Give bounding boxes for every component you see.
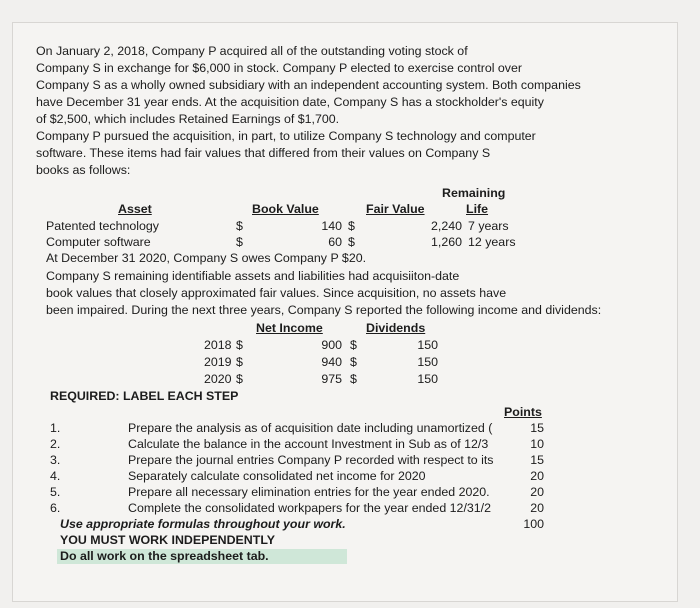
asset-name: Patented technology — [46, 219, 159, 233]
div-sign: $ — [350, 355, 357, 369]
required-heading: REQUIRED: LABEL EACH STEP — [50, 389, 239, 403]
ni-sign: $ — [236, 338, 243, 352]
task-number: 6. — [50, 501, 61, 515]
independent-note: YOU MUST WORK INDEPENDENTLY — [60, 533, 276, 547]
life-header: Life — [466, 202, 489, 216]
ni-sign: $ — [236, 355, 243, 369]
dividends-value: 150 — [417, 372, 438, 386]
book-value: 140 — [321, 219, 342, 233]
task-text: Complete the consolidated workpapers for the year ended 12/31/2 — [128, 501, 492, 515]
fair-value: 1,260 — [430, 235, 462, 249]
ni-sign: $ — [236, 372, 243, 386]
task-points: 20 — [530, 501, 544, 515]
net-income-value: 975 — [321, 372, 342, 386]
net-income-header: Net Income — [256, 321, 323, 335]
total-points: 100 — [523, 517, 544, 531]
task-points: 10 — [530, 437, 544, 451]
fv-sign: $ — [348, 219, 355, 233]
intro-line-2: Company S in exchange for $6,000 in stock. Company P elected to exercise control over — [36, 61, 523, 75]
bv-sign: $ — [236, 235, 243, 249]
intro-line-7: software. These items had fair values that differed from their values on Company S — [36, 146, 491, 160]
remaining-life: 12 years — [468, 235, 516, 249]
income-year: 2020 — [204, 372, 232, 386]
book-value: 60 — [328, 235, 342, 249]
bv-sign: $ — [236, 219, 243, 233]
spreadsheet-note: Do all work on the spreadsheet tab. — [57, 549, 347, 564]
task-text: Prepare the journal entries Company P recorded with respect to its — [128, 453, 494, 467]
intro-line-4: have December 31 year ends. At the acquisition date, Company S has a stockholder's equity — [36, 95, 544, 109]
remaining-life: 7 years — [468, 219, 509, 233]
dividends-value: 150 — [417, 355, 438, 369]
net-income-value: 940 — [321, 355, 342, 369]
intro-line-6: Company P pursued the acquisition, in part, to utilize Company S technology and computer — [36, 129, 536, 143]
asset-name: Computer software — [46, 235, 151, 249]
fv-sign: $ — [348, 235, 355, 249]
task-points: 15 — [530, 453, 544, 467]
task-text: Calculate the balance in the account Investment in Sub as of 12/3 — [128, 437, 489, 451]
middle-line-1: At December 31 2020, Company S owes Company P $20. — [46, 251, 367, 265]
task-points: 15 — [530, 421, 544, 435]
dividends-value: 150 — [417, 338, 438, 352]
intro-line-3: Company S as a wholly owned subsidiary with an independent accounting system. Both companies — [36, 78, 581, 92]
income-year: 2019 — [204, 355, 232, 369]
task-points: 20 — [530, 469, 544, 483]
income-year: 2018 — [204, 338, 232, 352]
div-sign: $ — [350, 372, 357, 386]
fair-value: 2,240 — [430, 219, 462, 233]
task-text: Separately calculate consolidated net income for 2020 — [128, 469, 426, 483]
middle-line-2: Company S remaining identifiable assets and liabilities had acquisiiton-date — [46, 269, 460, 283]
middle-line-3: book values that closely approximated fair values. Since acquisition, no assets have — [46, 286, 507, 300]
intro-line-8: books as follows: — [36, 163, 131, 177]
task-number: 2. — [50, 437, 61, 451]
task-text: Prepare the analysis as of acquisition date including unamortized ( — [128, 421, 493, 435]
task-number: 4. — [50, 469, 61, 483]
net-income-value: 900 — [321, 338, 342, 352]
task-points: 20 — [530, 485, 544, 499]
formulas-note: Use appropriate formulas throughout your work. — [60, 517, 346, 531]
intro-line-1: On January 2, 2018, Company P acquired all of the outstanding voting stock of — [36, 44, 468, 58]
task-text: Prepare all necessary elimination entries for the year ended 2020. — [128, 485, 490, 499]
task-number: 3. — [50, 453, 61, 467]
middle-line-4: been impaired. During the next three years, Company S reported the following income and dividends: — [46, 303, 602, 317]
task-number: 1. — [50, 421, 61, 435]
div-sign: $ — [350, 338, 357, 352]
asset-header: Asset — [118, 202, 152, 216]
task-number: 5. — [50, 485, 61, 499]
book-value-header: Book Value — [252, 202, 319, 216]
dividends-header: Dividends — [366, 321, 426, 335]
intro-line-5: of $2,500, which includes Retained Earnings of $1,700. — [36, 112, 340, 126]
remaining-header: Remaining — [442, 186, 506, 200]
points-header: Points — [504, 405, 542, 419]
fair-value-header: Fair Value — [366, 202, 425, 216]
